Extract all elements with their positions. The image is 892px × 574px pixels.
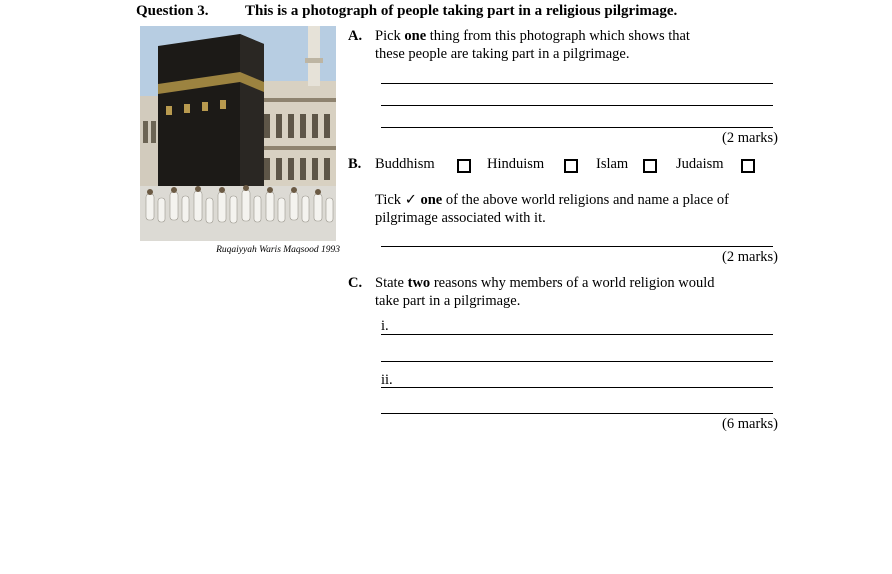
question-title: This is a photograph of people taking part in a religious pilgrimage.	[245, 3, 678, 19]
part-c-marks: (6 marks)	[722, 416, 778, 432]
answer-line-c-ii[interactable]	[381, 387, 773, 388]
part-b-instruction-bold: one	[420, 192, 443, 208]
part-c-text-2: reasons why members of a world religion would	[433, 275, 715, 291]
answer-line-b1[interactable]	[381, 246, 773, 247]
answer-line-a1[interactable]	[381, 83, 773, 84]
option-islam-label: Islam	[596, 156, 629, 172]
part-a-text-bold: one	[404, 28, 427, 44]
part-a-marks: (2 marks)	[722, 130, 778, 146]
part-c-question-line2: take part in a pilgrimage.	[375, 293, 521, 309]
part-a-letter: A.	[348, 28, 363, 44]
option-islam-checkbox[interactable]	[643, 159, 657, 173]
part-b-instruction-1: Tick	[375, 192, 402, 208]
part-a-question-line1	[375, 28, 690, 45]
answer-line-c-i[interactable]	[381, 334, 773, 335]
reason-i-label: i.	[381, 318, 389, 334]
pilgrimage-photo	[140, 26, 336, 241]
part-c-letter: C.	[348, 275, 363, 291]
photo-credit: Ruqaiyyah Waris Maqsood 1993	[216, 245, 340, 255]
part-c-text-bold: two	[407, 275, 431, 291]
answer-line-a2[interactable]	[381, 105, 773, 106]
tick-symbol-icon: ✓	[404, 192, 417, 208]
question-number: Question 3.	[136, 3, 209, 19]
answer-line-c-i-cont[interactable]	[381, 361, 773, 362]
option-hinduism-checkbox[interactable]	[564, 159, 578, 173]
part-c-question-line1	[375, 275, 715, 292]
option-judaism-checkbox[interactable]	[741, 159, 755, 173]
answer-line-a3[interactable]	[381, 127, 773, 128]
part-c-text-1: State	[375, 275, 404, 291]
part-a-question-line2: these people are taking part in a pilgrimage.	[375, 46, 630, 62]
option-buddhism-checkbox[interactable]	[457, 159, 471, 173]
part-b-marks: (2 marks)	[722, 249, 778, 265]
part-b-instruction-line2: pilgrimage associated with it.	[375, 210, 546, 226]
part-b-instruction-2: of the above world religions and name a place of	[445, 192, 729, 208]
part-b-letter: B.	[348, 156, 362, 172]
part-a-text-2: thing from this photograph which shows that	[429, 28, 690, 44]
option-judaism-label: Judaism	[676, 156, 724, 172]
part-a-text-1: Pick	[375, 28, 401, 44]
option-buddhism-label: Buddhism	[375, 156, 435, 172]
part-b-instruction-line1	[375, 192, 779, 209]
reason-ii-label: ii.	[381, 372, 393, 388]
kaaba-illustration	[140, 26, 336, 241]
option-hinduism-label: Hinduism	[487, 156, 545, 172]
answer-line-c-ii-cont[interactable]	[381, 413, 773, 414]
